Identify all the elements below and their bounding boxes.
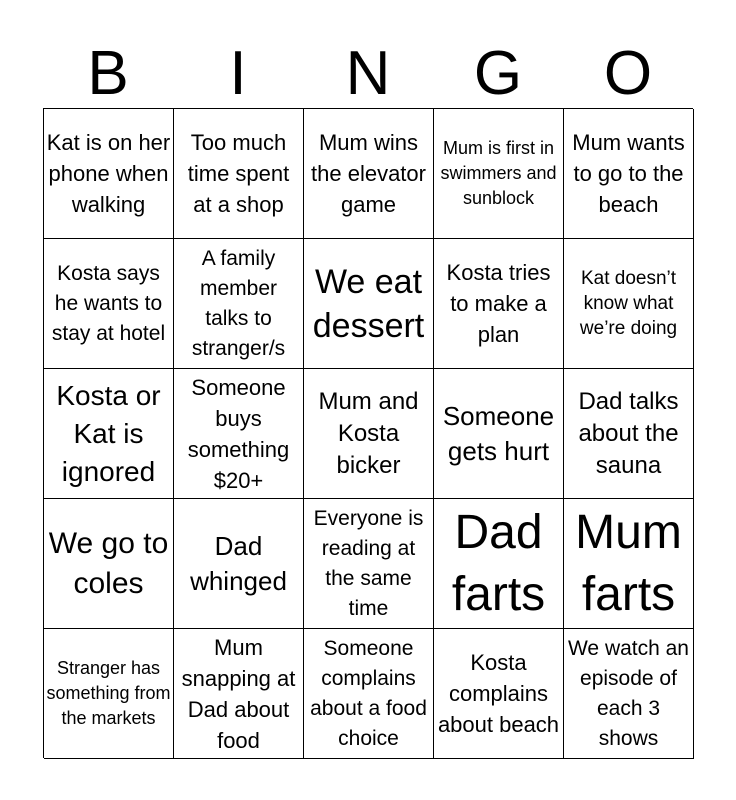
header-letter-o: O: [603, 39, 653, 108]
cell-text: We go to coles: [48, 526, 169, 600]
cell-text: A family member talks to stranger/s: [191, 246, 286, 360]
bingo-cell[interactable]: [564, 629, 694, 759]
cell-text: Someone gets hurt: [442, 400, 555, 466]
bingo-cell[interactable]: [174, 369, 304, 499]
cell-text: Mum is first in swimmers and sunblock: [440, 138, 557, 208]
bingo-cell[interactable]: [564, 109, 694, 239]
cell-text: Someone complains about a food choice: [310, 636, 427, 750]
header-letter-g: G: [473, 39, 523, 108]
bingo-cell[interactable]: [304, 109, 434, 239]
bingo-cell[interactable]: [44, 499, 174, 629]
cell-text: Too much time spent at a shop: [187, 130, 290, 217]
cell-text: Kat doesn’t know what we’re doing: [579, 268, 678, 339]
bingo-cell[interactable]: [304, 369, 434, 499]
cell-text: Kosta complains about beach: [437, 650, 560, 737]
cell-text: Kosta tries to make a plan: [446, 260, 551, 347]
bingo-cell[interactable]: [564, 369, 694, 499]
cell-text: Mum wins the elevator game: [311, 130, 426, 217]
cell-text: Kosta says he wants to stay at hotel: [51, 261, 166, 345]
bingo-cell[interactable]: [44, 109, 174, 239]
bingo-cell[interactable]: [174, 499, 304, 629]
cell-text: Everyone is reading at the same time: [313, 506, 424, 620]
cell-text: We watch an episode of each 3 shows: [567, 636, 689, 750]
bingo-cell[interactable]: [564, 499, 694, 629]
bingo-cell[interactable]: [434, 629, 564, 759]
cell-text: Kosta or Kat is ignored: [56, 379, 161, 487]
bingo-cell[interactable]: [434, 369, 564, 499]
cell-text: Mum and Kosta bicker: [318, 387, 419, 479]
header-letter-n: N: [345, 39, 391, 108]
cell-text: We eat dessert: [312, 262, 425, 345]
cell-text: Dad whinged: [190, 530, 287, 596]
cell-text: Mum wants to go to the beach: [572, 130, 685, 217]
bingo-header: [43, 40, 693, 108]
bingo-cell[interactable]: [304, 499, 434, 629]
bingo-cell[interactable]: [304, 629, 434, 759]
bingo-cell[interactable]: [44, 369, 174, 499]
cell-text: Stranger has something from the markets: [46, 658, 171, 728]
header-letter-i: I: [229, 39, 247, 108]
cell-text: Dad talks about the sauna: [578, 387, 679, 479]
cell-text: Mum farts: [575, 505, 682, 621]
cell-text: Mum snapping at Dad about food: [181, 634, 296, 753]
bingo-cell[interactable]: [44, 239, 174, 369]
bingo-cell[interactable]: [174, 239, 304, 369]
bingo-cell[interactable]: [434, 499, 564, 629]
bingo-board: [43, 108, 693, 758]
bingo-cell[interactable]: [174, 109, 304, 239]
header-letter-b: B: [87, 39, 129, 108]
cell-text: Someone buys something $20+: [187, 374, 290, 493]
bingo-cell[interactable]: [304, 239, 434, 369]
bingo-cell[interactable]: [434, 239, 564, 369]
cell-text: Dad farts: [451, 505, 546, 621]
cell-text: Kat is on her phone when walking: [46, 130, 171, 217]
bingo-cell[interactable]: [174, 629, 304, 759]
bingo-cell[interactable]: [434, 109, 564, 239]
bingo-cell[interactable]: [564, 239, 694, 369]
bingo-cell[interactable]: [44, 629, 174, 759]
